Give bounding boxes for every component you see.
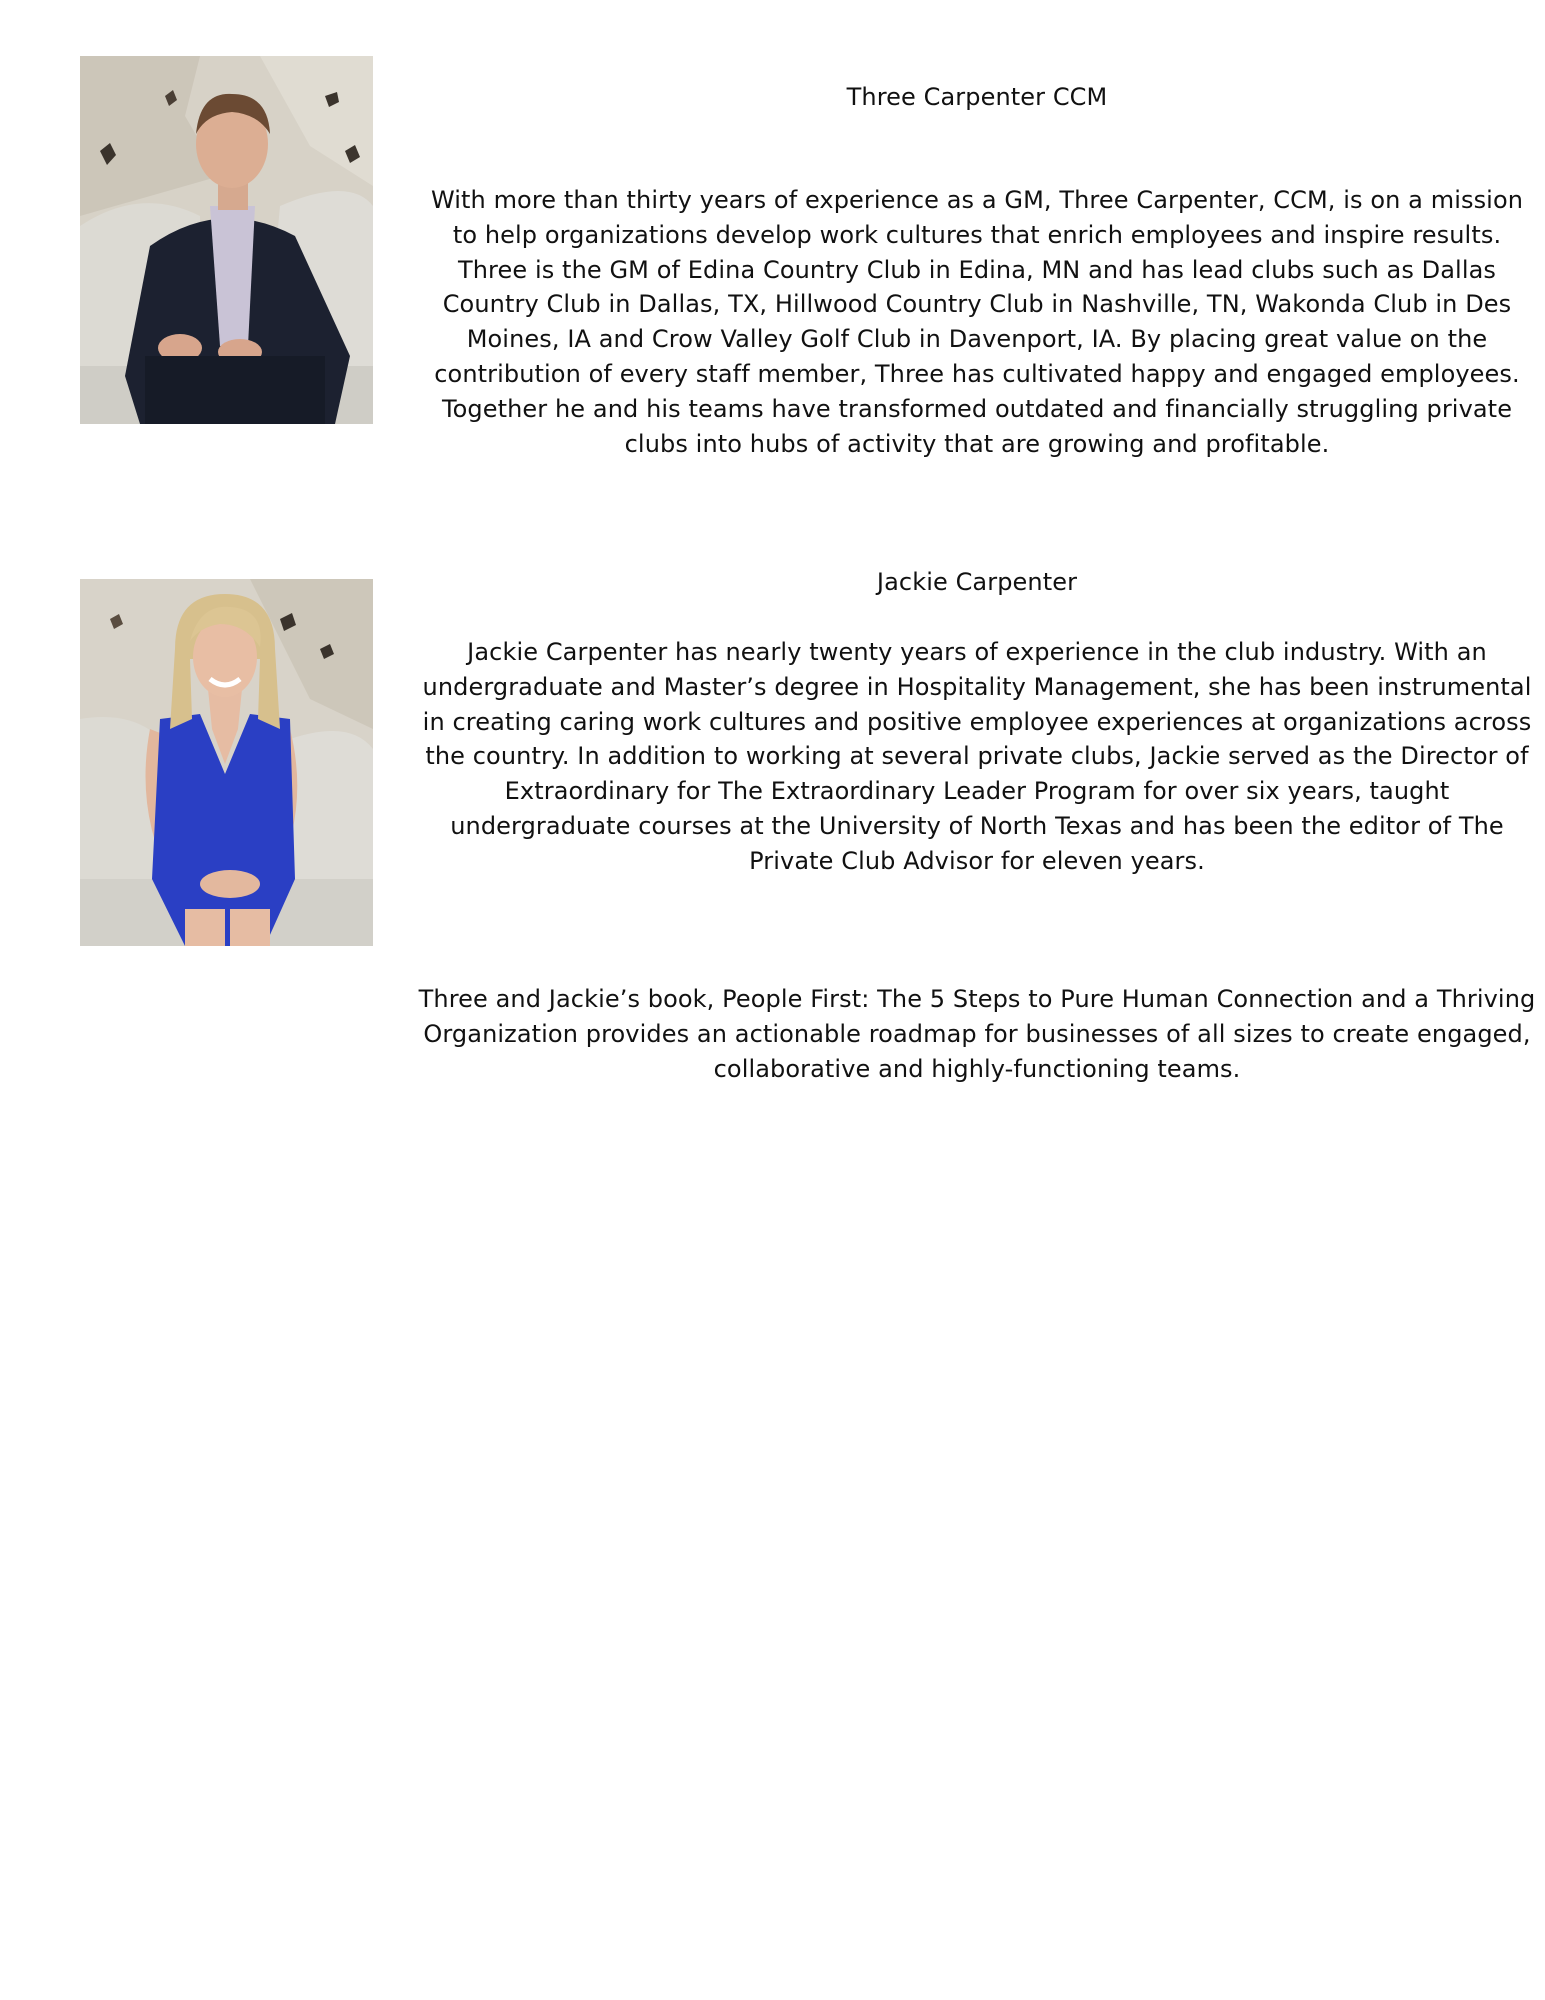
photo-jackie-carpenter bbox=[80, 579, 373, 946]
portrait-three-image bbox=[80, 56, 373, 424]
bio-jackie-carpenter: Jackie Carpenter has nearly twenty years of experience in the club industry. With an undergraduate and Master’s degree in Hospitality Management, she has been instrumental in creating caring work cultures and positive employee experiences at organizations across the country. In addition to working at several private clubs, Jackie served as the Director of Extraordinary for The Extraordinary Leader Program for over six years, taught undergraduate courses at the University of North Texas and has been the editor of The Private Club Advisor for eleven years. bbox=[422, 638, 1532, 875]
photo-three-carpenter bbox=[80, 56, 373, 424]
name-three-carpenter: Three Carpenter CCM bbox=[846, 83, 1108, 111]
bio-three-carpenter: With more than thirty years of experience as a GM, Three Carpenter, CCM, is on a mission to help organizations develop work cultures that enrich employees and inspire results. Three is the GM of Edina Country Club in Edina, MN and has lead clubs such as Dallas Country Club in Dallas, TX, Hillwood Country Club in Nashville, TN, Wakonda Club in Des Moines, IA and Crow Valley Golf Club in Davenport, IA. By placing great value on the contribution of every staff member, Three has cultivated happy and engaged employees. Together he and his teams have transformed outdated and financially struggling private clubs into hubs of activity that are growing and profitable. bbox=[430, 186, 1524, 458]
portrait-jackie-image bbox=[80, 579, 373, 946]
name-jackie-carpenter: Jackie Carpenter bbox=[876, 568, 1078, 596]
book-paragraph: Three and Jackie’s book, People First: The 5 Steps to Pure Human Connection and a Thriving Organization provides an actionable roadmap for businesses of all sizes to create engaged, collaborative and highly-functioning teams. bbox=[418, 985, 1536, 1083]
